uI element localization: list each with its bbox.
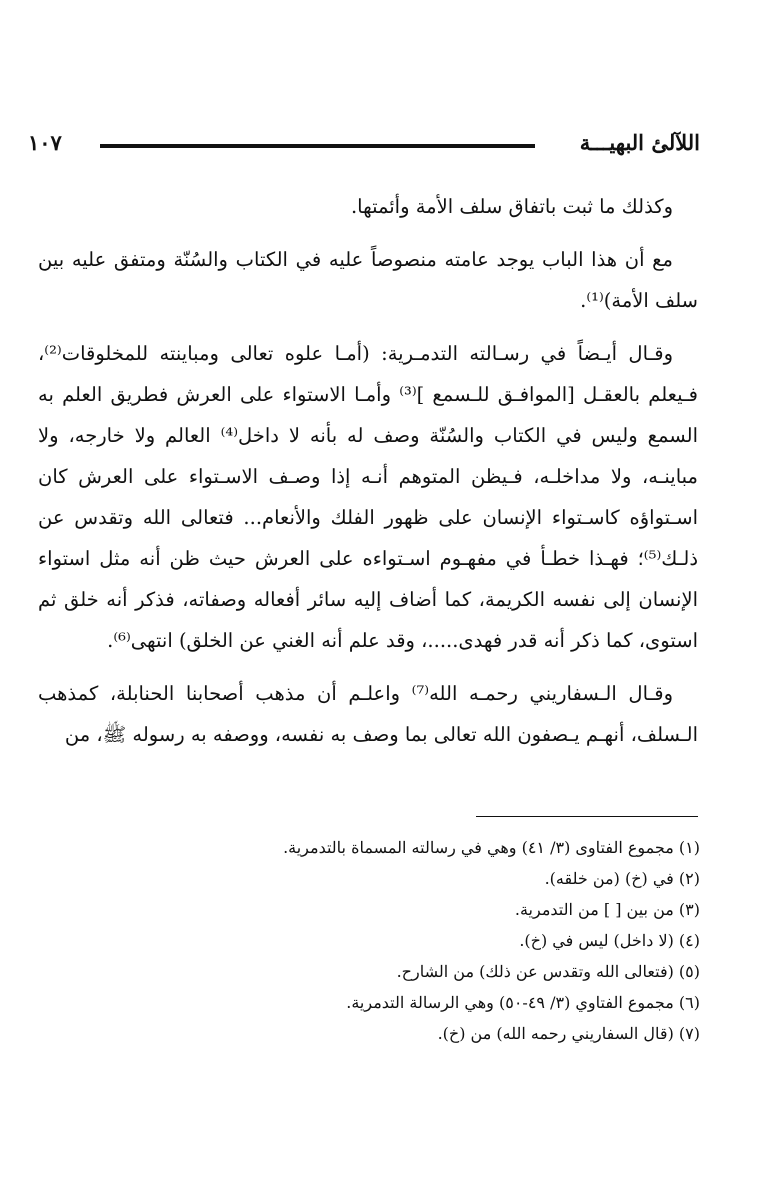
paragraph: وكذلك ما ثبت باتفاق سلف الأمة وأئمتها.: [350, 195, 673, 218]
page-number: ١٠٧: [28, 130, 62, 155]
paragraph: وقـال الـسفاريني رحمـه الله⁽⁷⁾ واعلـم أن مذهب أصحابنا الحنابلة، كمذهب الـسلف، أنهـم يـصفون الله تعالى بما وصف به نفسه، ووصفه به رسوله ﷺ، من: [38, 682, 698, 746]
footnote: (٧) (قال السفاريني رحمه الله) من (خ).: [437, 1024, 700, 1043]
paragraph: مع أن هذا الباب يوجد عامته منصوصاً عليه في الكتاب والسُنّة ومتفق عليه بين سلف الأمة)⁽¹⁾.: [38, 248, 698, 312]
running-title: اللآلئ البهيـــة: [579, 130, 700, 155]
paragraph: وقـال أيـضاً في رسـالته التدمـرية: (أمـا علوه تعالى ومباينته للمخلوقات⁽²⁾، فـيعلم بالعقـل [الموافـق للـسمع ]⁽³⁾ وأمـا الاستواء على العرش فطريق العلم به السمع وليس في الكتاب والسُنّة وصف له بأنه لا داخل⁽⁴⁾ العالم ولا خارجه، ولا مباينـه، ولا مداخلـه، فـيظن المتوهم أنـه إذا وصـف الاسـتواء على العرش كان اسـتواؤه كاسـتواء الإنسان على ظهور الفلك والأنعام... فتعالى الله وتقدس عن ذلـك⁽⁵⁾؛ فهـذا خطـأ في مفهـوم اسـتواءه على العرش حيث ظن أنه مثل استواء الإنسان إلى نفسه الكريمة، كما أضاف إليه سائر أفعاله وصفاته، فذكر أنه خلق ثم استوى، كما ذكر أنه قدر فهدى.....، وقد علم أنه الغني عن الخلق) انتهى⁽⁶⁾.: [38, 342, 698, 652]
footnote: (٦) مجموع الفتاوي (٣/ ٤٩-٥٠) وهي الرسالة التدمرية.: [346, 993, 700, 1012]
footnote: (٤) (لا داخل) ليس في (خ).: [519, 931, 700, 950]
footnote: (١) مجموع الفتاوى (٣/ ٤١) وهي في رسالته المسماة بالتدمرية.: [283, 838, 700, 857]
footnotes: [38, 832, 700, 1049]
main-text: [38, 186, 698, 767]
running-header: [28, 128, 700, 162]
footnote: (٣) من بين [ ] من التدمرية.: [514, 900, 700, 919]
header-rule: [100, 144, 535, 148]
footnote: (٥) (فتعالى الله وتقدس عن ذلك) من الشارح.: [396, 962, 700, 981]
footnote-separator: [476, 816, 698, 817]
footnote: (٢) في (خ) (من خلقه).: [544, 869, 700, 888]
